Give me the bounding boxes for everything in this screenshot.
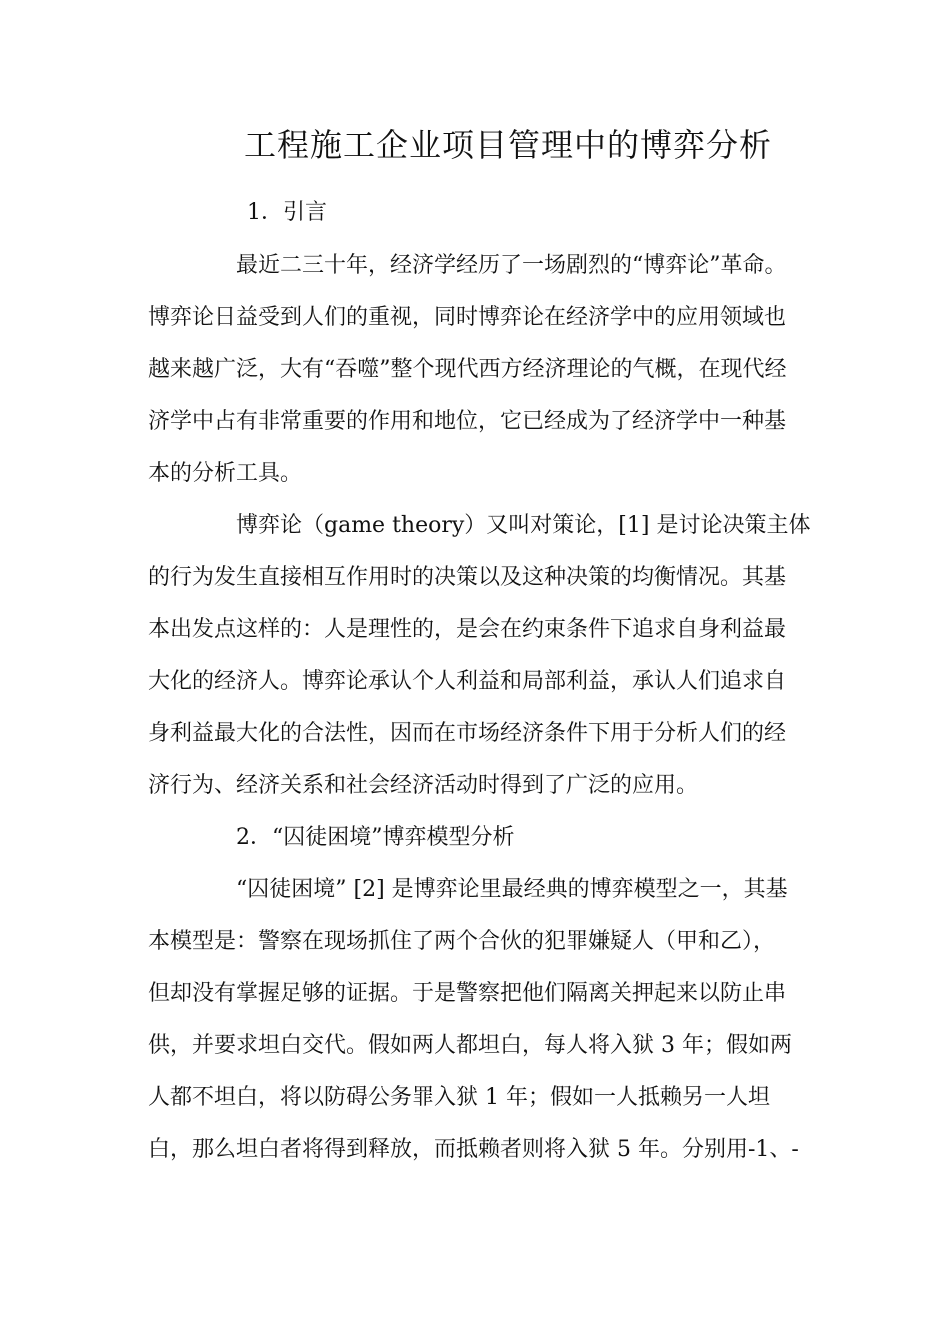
paragraph-line: 的行为发生直接相互作用时的决策以及这种决策的均衡情况。其基 <box>148 565 787 590</box>
paragraph-line: 最近二三十年，经济学经历了一场剧烈的“博弈论”革命。 <box>236 253 787 278</box>
paragraph-line: 人都不坦白，将以防碍公务罪入狱 1 年；假如一人抵赖另一人坦 <box>148 1085 770 1110</box>
paragraph-line: 但却没有掌握足够的证据。于是警察把他们隔离关押起来以防止串 <box>148 981 787 1006</box>
paragraph-line: 本的分析工具。 <box>148 461 303 486</box>
paragraph-line: 越来越广泛，大有“吞噬”整个现代西方经济理论的气概，在现代经 <box>148 357 787 382</box>
paragraph-line: 本出发点这样的：人是理性的，是会在约束条件下追求自身利益最 <box>148 617 787 642</box>
paragraph-line: “囚徒困境” [2] 是博弈论里最经典的博弈模型之一，其基 <box>236 877 788 902</box>
paragraph-line: 大化的经济人。博弈论承认个人利益和局部利益，承认人们追求自 <box>148 669 787 694</box>
document-title: 工程施工企业项目管理中的博弈分析 <box>243 126 772 164</box>
paragraph-line: 济行为、经济关系和社会经济活动时得到了广泛的应用。 <box>148 773 699 798</box>
paragraph-line: 供，并要求坦白交代。假如两人都坦白，每人将入狱 3 年；假如两 <box>148 1033 792 1058</box>
paragraph-line: 白，那么坦白者将得到释放，而抵赖者则将入狱 5 年。分别用-1、- <box>148 1137 799 1162</box>
section-heading-prisoners-dilemma: 2．“囚徒困境”博弈模型分析 <box>236 825 515 850</box>
paragraph-line: 博弈论日益受到人们的重视，同时博弈论在经济学中的应用领域也 <box>148 305 787 330</box>
paragraph-line: 本模型是：警察在现场抓住了两个合伙的犯罪嫌疑人（甲和乙）， <box>148 929 776 954</box>
paragraph-line: 身利益最大化的合法性，因而在市场经济条件下用于分析人们的经 <box>148 721 787 746</box>
paragraph-line: 博弈论（game theory）又叫对策论，[1] 是讨论决策主体 <box>236 513 811 538</box>
section-heading-introduction: 1．引言 <box>247 200 327 225</box>
paragraph-line: 济学中占有非常重要的作用和地位，它已经成为了经济学中一种基 <box>148 409 787 434</box>
